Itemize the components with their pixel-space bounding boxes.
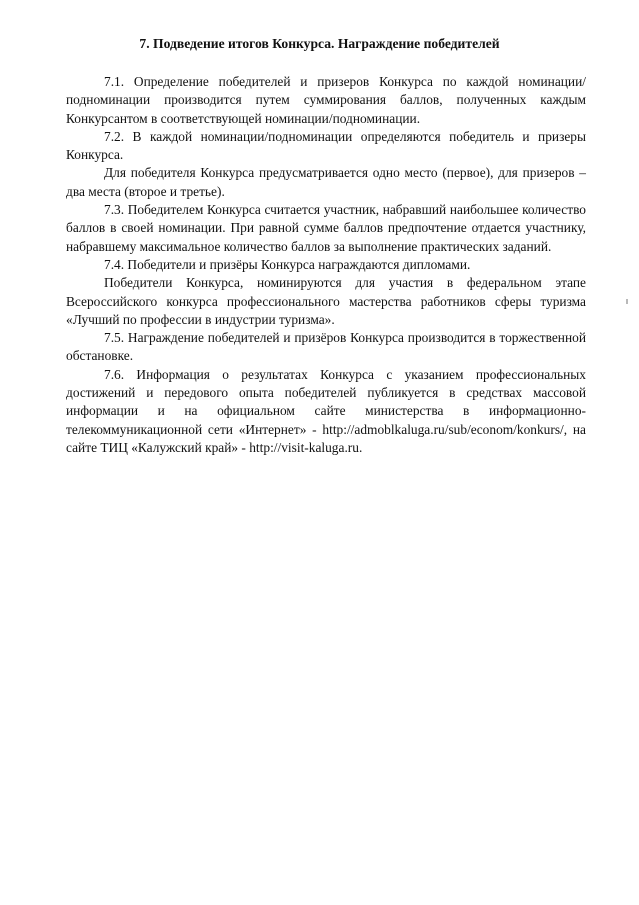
section-heading: 7. Подведение итогов Конкурса. Награждение победителей (139, 36, 500, 51)
paragraph-places: Для победителя Конкурса предусматривается одно место (первое), для призеров – два места (второе и третье). (66, 165, 586, 199)
paragraph-7-6: 7.6. Информация о результатах Конкурса с указанием профессиональных достижений и передового опыта победителей публикуется в средствах массовой информации и на официальном сайте министерства в информационно-телекоммуникационной сети «Интернет» - http://admoblkaluga.ru/sub/econom/konkurs/, на сайте ТИЦ «Калужский край» - http://visit-kaluga.ru. (66, 366, 586, 455)
scan-artifact-mark (626, 299, 628, 304)
paragraph-7-4: 7.4. Победители и призёры Конкурса награждаются дипломами. (104, 256, 471, 272)
paragraph-7-3: 7.3. Победителем Конкурса считается участник, набравший наибольшее количество баллов в своей номинации. При равной сумме баллов предпочтение отдается участнику, набравшему максимальное количество баллов за выполнение практических заданий. (66, 202, 586, 254)
paragraph-7-2: 7.2. В каждой номинации/подноминации определяются победитель и призеры Конкурса. (66, 128, 586, 163)
section-body (66, 73, 586, 457)
paragraph-7-1: 7.1. Определение победителей и призеров Конкурса по каждой номинации/подноминации производится путем суммирования баллов, полученных каждым Конкурсантом в соответствующей номинации/подноминации. (66, 74, 586, 126)
paragraph-7-5: 7.5. Награждение победителей и призёров Конкурса производится в торжественной обстановке. (66, 330, 586, 364)
paragraph-nomination: Победители Конкурса, номинируются для участия в федеральном этапе Всероссийского конкурса профессионального мастерства работников сферы туризма «Лучший по профессии в индустрии туризма». (66, 275, 586, 327)
